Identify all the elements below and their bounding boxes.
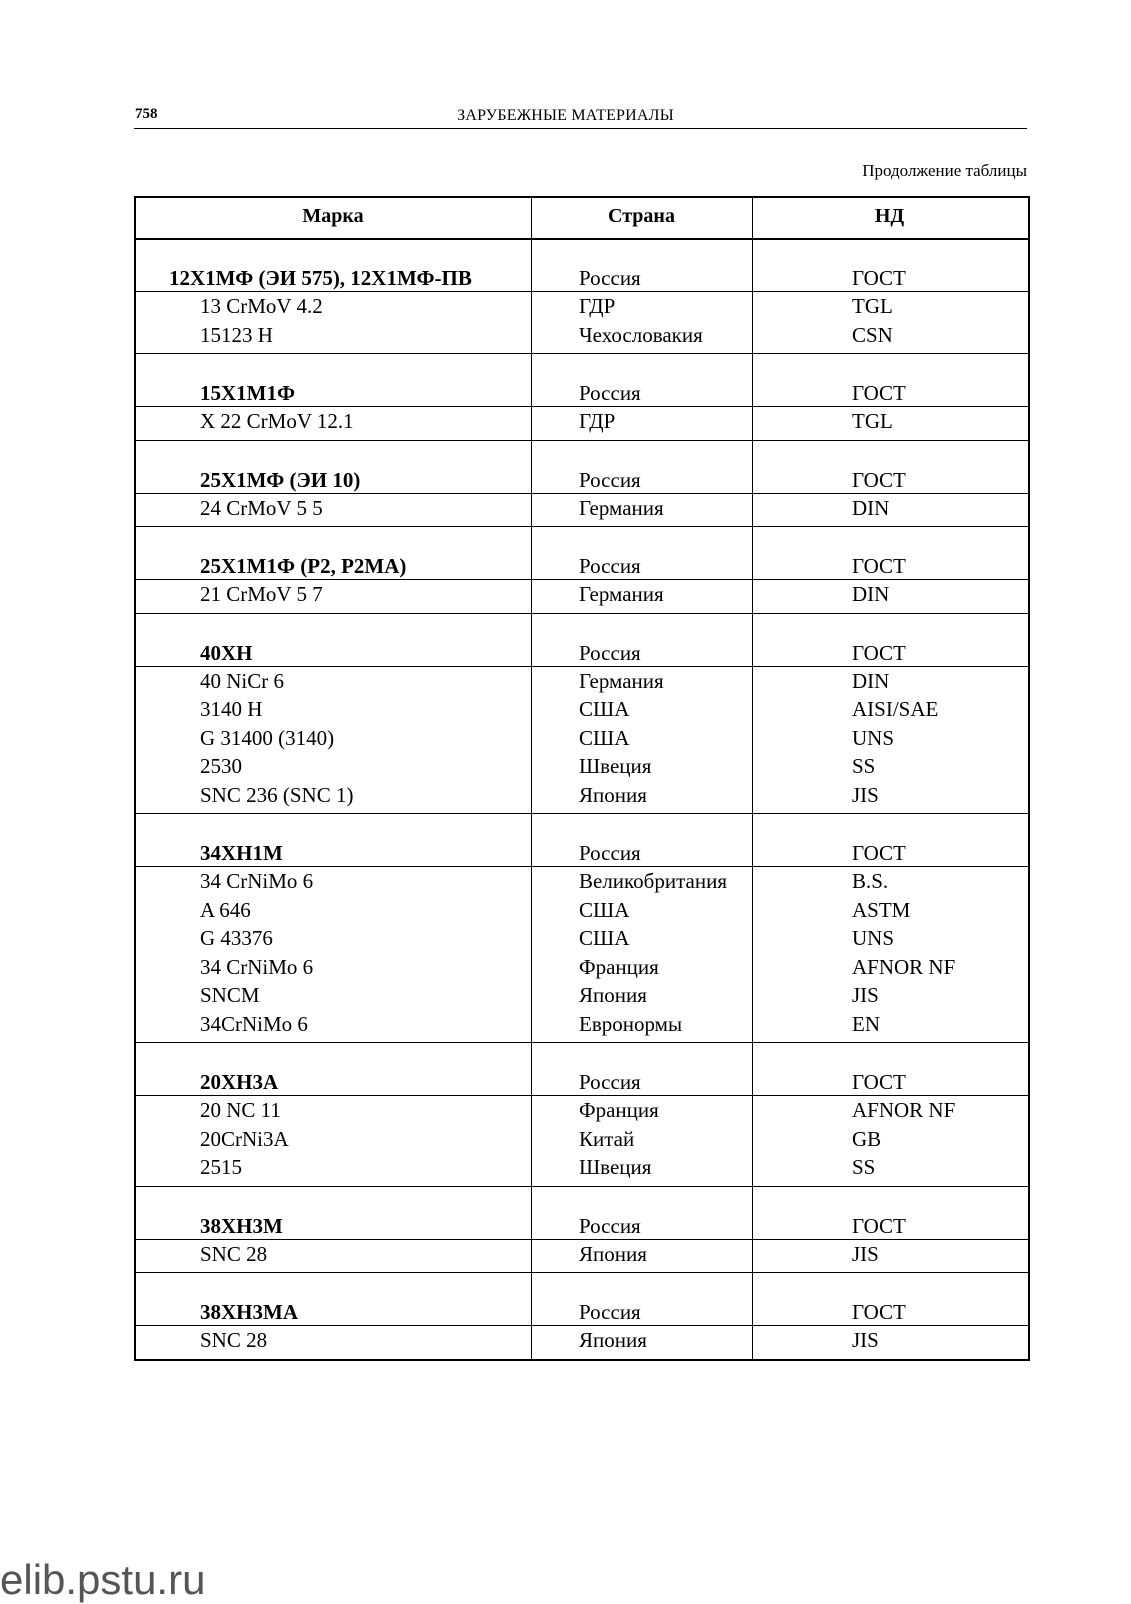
grade-cell: 2530 <box>200 754 242 778</box>
table-rule <box>134 1186 1030 1187</box>
running-title: ЗАРУБЕЖНЫЕ МАТЕРИАЛЫ <box>457 107 674 124</box>
standard-cell: ГОСТ <box>852 381 906 405</box>
grade-cell: X 22 CrMoV 12.1 <box>200 409 354 433</box>
country-cell: Япония <box>579 983 647 1007</box>
grade-name-main: 25Х1МФ (ЭИ 10) <box>200 467 361 492</box>
watermark: elib.pstu.ru <box>0 1556 206 1603</box>
standard-cell: ГОСТ <box>852 640 906 665</box>
header-cell-nd: НД <box>874 205 905 227</box>
standard-cell: CSN <box>852 322 893 347</box>
standard-cell: TGL <box>852 294 893 318</box>
country-cell: Россия <box>579 467 641 492</box>
country-cell: Россия <box>579 841 641 865</box>
standard-cell: GB <box>852 1126 882 1151</box>
country-cell: Великобритания <box>579 869 727 893</box>
table-rule <box>134 526 1030 527</box>
country-cell: США <box>579 926 630 950</box>
table-rule <box>134 1095 1030 1096</box>
country-cell: Россия <box>579 266 641 290</box>
standard-cell: ГОСТ <box>852 841 906 865</box>
country-cell: США <box>579 697 630 721</box>
grade-cell: G 31400 (3140) <box>200 725 335 750</box>
standard-cell: TGL <box>852 409 893 433</box>
grade-cell: SNCM <box>200 983 260 1007</box>
table-rule <box>134 493 1030 494</box>
table-rule <box>134 196 1030 198</box>
country-cell: Россия <box>579 1213 641 1238</box>
grade-cell: 3140 H <box>200 697 263 721</box>
standard-cell: JIS <box>852 782 879 807</box>
page-number: 758 <box>135 106 158 122</box>
grade-cell: SNC 236 (SNC 1) <box>200 782 354 807</box>
standard-cell: JIS <box>852 1241 879 1266</box>
grade-cell: 13 CrMoV 4.2 <box>200 294 323 318</box>
table-column-rule <box>752 196 753 1361</box>
table-column-rule <box>1028 196 1030 1361</box>
standard-cell: SS <box>852 754 876 778</box>
continuation-label: Продолжение таблицы <box>862 161 1027 180</box>
header-cell-grade: Марка <box>302 205 364 227</box>
grade-cell: SNC 28 <box>200 1241 268 1266</box>
grade-cell: A 646 <box>200 897 251 922</box>
grade-cell: 34 CrNiMo 6 <box>200 954 314 979</box>
country-cell: Германия <box>579 668 664 693</box>
standard-cell: AFNOR NF <box>852 954 956 979</box>
grade-cell: 34 CrNiMo 6 <box>200 869 314 893</box>
standard-cell: ГОСТ <box>852 1300 906 1324</box>
grade-cell: 2515 <box>200 1155 242 1179</box>
grade-name-main: 12Х1МФ (ЭИ 575), 12Х1МФ-ПВ <box>169 266 472 290</box>
country-cell: Япония <box>579 782 647 807</box>
country-cell: ГДР <box>579 409 616 433</box>
table-rule <box>134 1272 1030 1273</box>
grade-cell: G 43376 <box>200 926 273 950</box>
standard-cell: ГОСТ <box>852 266 906 290</box>
country-cell: Россия <box>579 640 641 665</box>
standard-cell: UNS <box>852 926 895 950</box>
table-rule <box>134 1042 1030 1043</box>
grade-cell: SNC 28 <box>200 1328 268 1352</box>
table-rule <box>134 1359 1030 1361</box>
grade-name-main: 25Х1М1Ф (Р2, Р2МА) <box>200 554 407 578</box>
grade-cell: 15123 H <box>200 322 273 347</box>
table-rule <box>134 813 1030 814</box>
country-cell: Япония <box>579 1241 647 1266</box>
standard-cell: DIN <box>852 668 890 693</box>
country-cell: Германия <box>579 495 664 520</box>
grade-name-main: 38ХН3М <box>200 1213 283 1238</box>
table-rule <box>134 666 1030 667</box>
country-cell: Чехословакия <box>579 322 703 347</box>
table-rule <box>134 291 1030 292</box>
table-rule <box>134 353 1030 354</box>
country-cell: США <box>579 725 630 750</box>
country-cell: ГДР <box>579 294 616 318</box>
grade-cell: 34CrNiMo 6 <box>200 1011 308 1036</box>
country-cell: Россия <box>579 554 641 578</box>
standard-cell: DIN <box>852 495 890 520</box>
standard-cell: ГОСТ <box>852 554 906 578</box>
country-cell: Россия <box>579 1070 641 1094</box>
country-cell: Евронормы <box>579 1011 683 1036</box>
grade-name-main: 20ХН3А <box>200 1070 279 1094</box>
standard-cell: ГОСТ <box>852 1070 906 1094</box>
country-cell: Китай <box>579 1126 635 1151</box>
country-cell: Россия <box>579 381 641 405</box>
table-rule <box>134 866 1030 867</box>
country-cell: Швеция <box>579 754 652 778</box>
grade-name-main: 15Х1М1Ф <box>200 381 296 405</box>
country-cell: Германия <box>579 582 664 606</box>
country-cell: США <box>579 897 630 922</box>
standard-cell: JIS <box>852 1328 879 1352</box>
country-cell: Франция <box>579 954 659 979</box>
table-rule <box>134 238 1030 240</box>
standard-cell: DIN <box>852 582 890 606</box>
standard-cell: JIS <box>852 983 879 1007</box>
table-rule <box>134 406 1030 407</box>
grade-name-main: 38ХН3МА <box>200 1300 298 1324</box>
country-cell: Россия <box>579 1300 641 1324</box>
table-rule <box>134 613 1030 614</box>
standard-cell: EN <box>852 1011 880 1036</box>
standard-cell: AFNOR NF <box>852 1098 956 1122</box>
country-cell: Франция <box>579 1098 659 1122</box>
header-cell-country: Страна <box>608 205 675 227</box>
standard-cell: UNS <box>852 725 895 750</box>
country-cell: Швеция <box>579 1155 652 1179</box>
table-column-rule <box>134 196 136 1361</box>
standard-cell: AISI/SAE <box>852 697 939 721</box>
table-rule <box>134 440 1030 441</box>
standard-cell: ГОСТ <box>852 467 906 492</box>
table-rule <box>134 1325 1030 1326</box>
table-rule <box>134 579 1030 580</box>
standard-cell: B.S. <box>852 869 889 893</box>
standard-cell: ГОСТ <box>852 1213 906 1238</box>
grade-cell: 24 CrMoV 5 5 <box>200 495 323 520</box>
grade-name-main: 34ХН1М <box>200 841 283 865</box>
table-rule <box>134 1239 1030 1240</box>
grade-cell: 40 NiCr 6 <box>200 668 284 693</box>
header-rule <box>134 128 1027 129</box>
standard-cell: SS <box>852 1155 876 1179</box>
grade-cell: 21 CrMoV 5 7 <box>200 582 323 606</box>
country-cell: Япония <box>579 1328 647 1352</box>
grade-cell: 20CrNi3A <box>200 1126 289 1151</box>
standard-cell: ASTM <box>852 897 911 922</box>
table-column-rule <box>531 196 532 1361</box>
grade-name-main: 40ХН <box>200 640 253 665</box>
grade-cell: 20 NC 11 <box>200 1098 281 1122</box>
